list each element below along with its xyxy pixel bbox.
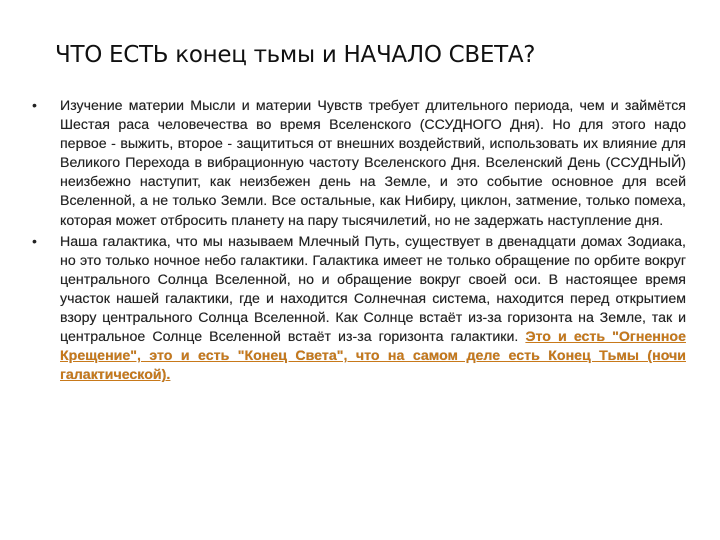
bullet-item-2: [30, 233, 686, 386]
bullet-body-text: Наша галактика, что мы называем Млечный Путь, существует в двенадцати домах Зодиака, но это только ночное небо галактики. Галактика имеет не только обращение по орбите вокруг центрального Солнца Вселенной, но и обращение вокруг своей оси. В настоящее время участок нашей галактики, где и находится Солнечная система, находится перед открытием взору центрального Солнца Вселенной. Как Солнце встаёт из-за горизонта на Земле, так и центральное Солнце Вселенной встаёт из-за горизонта галактики.: [60, 233, 686, 346]
bullet-marker: •: [32, 98, 37, 114]
bullet-body-text: Изучение материи Мысли и материи Чувств требует длительного периода, чем и займётся Шестая раса человечества во время Вселенского (ССУДНОГО Дня). Но для этого надо первое - выжить, второе - защититься от внешних воздействий, использовать их влияние для Великого Перехода в вибрационную частоту Вселенского Дня. Вселенский День (ССУДНЫЙ) неизбежно наступит, как неизбежен день на Земле, и это событие основное для всей Вселенной, а не только Земли. Все остальные, как Нибиру, циклон, затмение, только помеха, которая может отбросить планету на пару тысячилетий, но не задержать наступление дня.: [60, 98, 686, 229]
bullet-text: [60, 233, 686, 386]
bullet-list: [30, 97, 686, 387]
slide-title: ЧТО ЕСТЬ конец тьмы и НАЧАЛО СВЕТА?: [55, 42, 536, 68]
bullet-item-1: [30, 97, 686, 231]
highlighted-link-text[interactable]: Это и есть "Огненное Крещение", это и есть "Конец Света", что на самом деле есть Конец Тьмы (ночи галактической).: [60, 329, 686, 384]
bullet-text: [60, 97, 686, 231]
bullet-marker: •: [32, 233, 37, 250]
